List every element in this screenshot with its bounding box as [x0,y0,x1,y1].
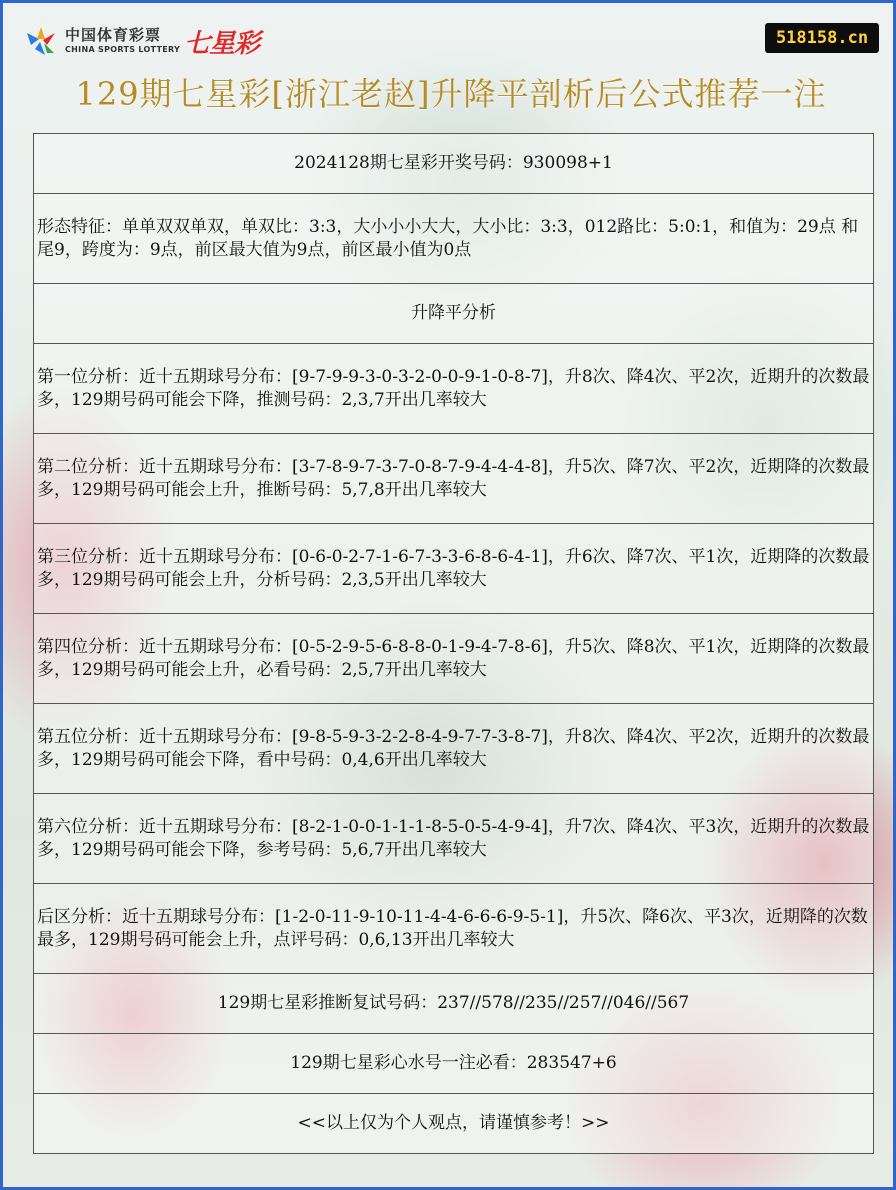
table-cell: 第四位分析：近十五期球号分布：[0-5-2-9-5-6-8-8-0-1-9-4-7-8-6]，升5次、降8次、平1次，近期降的次数最多，129期号码可能会上升，必看号码：2,5,7开出几率较大 [34,614,874,704]
table-row [34,1034,874,1094]
table-cell: 第六位分析：近十五期球号分布：[8-2-1-0-0-1-1-1-8-5-0-5-4-9-4]，升7次、降4次、平3次，近期升的次数最多，129期号码可能会下降，参考号码：5,6,7开出几率较大 [34,794,874,884]
table-cell: 第一位分析：近十五期球号分布：[9-7-9-9-3-0-3-2-0-0-9-1-0-8-7]，升8次、降4次、平2次，近期升的次数最多，129期号码可能会下降，推测号码：2,3,7开出几率较大 [34,344,874,434]
table-cell: 后区分析：近十五期球号分布：[1-2-0-11-9-10-11-4-4-6-6-6-9-5-1]，升5次、降6次、平3次，近期降的次数最多，129期号码可能会上升，点评号码：0,6,13开出几率较大 [34,884,874,974]
table-cell: <<以上仅为个人观点，请谨慎参考！>> [34,1094,874,1154]
table-cell: 升降平分析 [34,284,874,344]
table-row [34,344,874,434]
lottery-star-icon [23,23,59,59]
table-row [34,524,874,614]
table-cell: 第五位分析：近十五期球号分布：[9-8-5-9-3-2-2-8-4-9-7-7-3-8-7]，升8次、降4次、平2次，近期升的次数最多，129期号码可能会下降，看中号码：0,4,6开出几率较大 [34,704,874,794]
logo-game-name: 七星彩 [184,28,260,59]
table-row [34,884,874,974]
table-row [34,134,874,194]
table-cell: 129期七星彩心水号一注必看：283547+6 [34,1034,874,1094]
site-badge: 518158.cn [765,23,879,53]
table-row [34,794,874,884]
logo-cn-text: 中国体育彩票 [65,26,162,44]
logo-text [65,28,180,54]
table-row [34,434,874,524]
logo-en-text: CHINA SPORTS LOTTERY [65,45,181,54]
china-sports-lottery-logo [23,23,259,59]
table-cell: 129期七星彩推断复试号码：237//578//235//257//046//567 [34,974,874,1034]
table-cell: 第三位分析：近十五期球号分布：[0-6-0-2-7-1-6-7-3-3-6-8-6-4-1]，升6次、降7次、平1次，近期降的次数最多，129期号码可能会上升，分析号码：2,3,5开出几率较大 [34,524,874,614]
table-row [34,614,874,704]
page-title: 129期七星彩[浙江老赵]升降平剖析后公式推荐一注 [75,75,827,113]
table-row [34,974,874,1034]
table-row [34,194,874,284]
table-cell: 形态特征：单单双双单双，单双比：3:3，大小小小大大，大小比：3:3，012路比：5:0:1，和值为：29点 和尾9，跨度为：9点，前区最大值为9点，前区最小值为0点 [34,194,874,284]
table-row [34,704,874,794]
table-row [34,1094,874,1154]
table-cell: 2024128期七星彩开奖号码：930098+1 [34,134,874,194]
table-cell: 第二位分析：近十五期球号分布：[3-7-8-9-7-3-7-0-8-7-9-4-4-4-8]，升5次、降7次、平2次，近期降的次数最多，129期号码可能会上升，推断号码：5,7,8开出几率较大 [34,434,874,524]
analysis-table [33,133,874,1154]
table-row [34,284,874,344]
